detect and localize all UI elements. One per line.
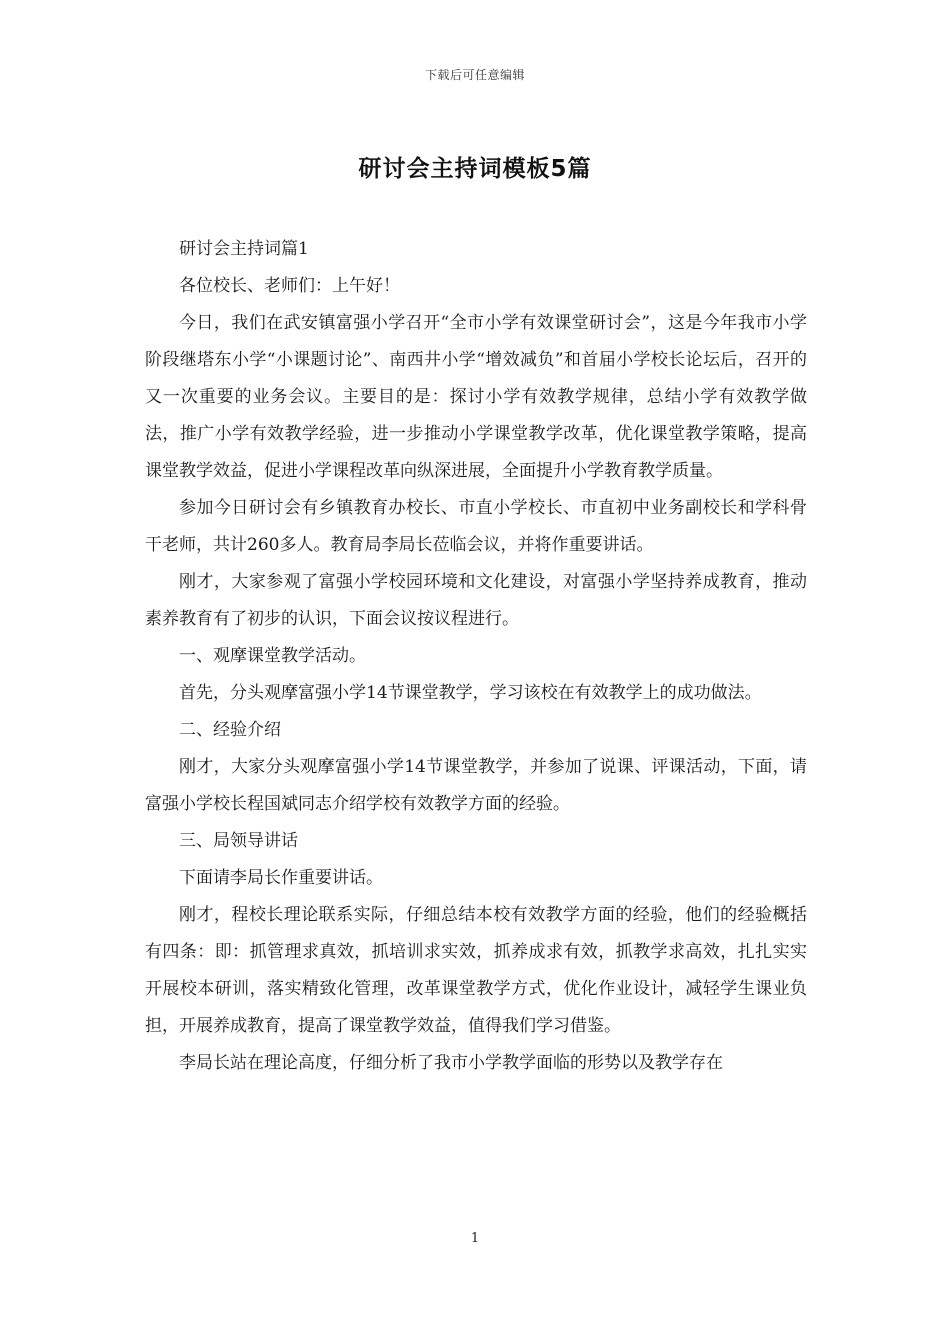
document-title: 研讨会主持词模板5篇 <box>358 156 592 182</box>
document-body <box>145 231 807 1082</box>
agenda-heading: 一、观摩课堂教学活动。 <box>179 646 366 666</box>
body-paragraph: 下面请李局长作重要讲话。 <box>179 868 383 888</box>
body-paragraph: 首先，分头观摩富强小学14节课堂教学，学习该校在有效教学上的成功做法。 <box>179 683 762 703</box>
body-paragraph: 刚才，大家参观了富强小学校园环境和文化建设，对富强小学坚持养成教育，推动素养教育有了初步的认识，下面会议按议程进行。 <box>145 572 807 629</box>
body-paragraph: 李局长站在理论高度，仔细分析了我市小学教学面临的形势以及教学存在 <box>179 1053 723 1073</box>
section-heading: 研讨会主持词篇1 <box>179 239 309 259</box>
body-paragraph: 参加今日研讨会有乡镇教育办校长、市直小学校长、市直初中业务副校长和学科骨干老师，共计260多人。教育局李局长莅临会议，并将作重要讲话。 <box>145 498 807 555</box>
body-paragraph: 刚才，大家分头观摩富强小学14节课堂教学，并参加了说课、评课活动，下面，请富强小学校长程国斌同志介绍学校有效教学方面的经验。 <box>145 757 807 814</box>
page-number: 1 <box>470 1231 480 1246</box>
agenda-heading: 三、局领导讲话 <box>179 831 298 851</box>
agenda-heading: 二、经验介绍 <box>179 720 281 740</box>
header-note: 下载后可任意编辑 <box>424 68 525 82</box>
body-paragraph: 今日，我们在武安镇富强小学召开“全市小学有效课堂研讨会”，这是今年我市小学阶段继塔东小学“小课题讨论”、南西井小学“增效减负”和首届小学校长论坛后，召开的又一次重要的业务会议。主要目的是：探讨小学有效教学规律，总结小学有效教学做法，推广小学有效教学经验，进一步推动小学课堂教学改革，优化课堂教学策略，提高课堂教学效益，促进小学课程改革向纵深进展，全面提升小学教育教学质量。 <box>145 313 807 481</box>
greeting-paragraph: 各位校长、老师们：上午好！ <box>179 276 400 296</box>
body-paragraph: 刚才，程校长理论联系实际，仔细总结本校有效教学方面的经验，他们的经验概括有四条：即：抓管理求真效，抓培训求实效，抓养成求有效，抓教学求高效，扎扎实实开展校本研训，落实精致化管理，改革课堂教学方式，优化作业设计，减轻学生课业负担，开展养成教育，提高了课堂教学效益，值得我们学习借鉴。 <box>145 905 807 1036</box>
